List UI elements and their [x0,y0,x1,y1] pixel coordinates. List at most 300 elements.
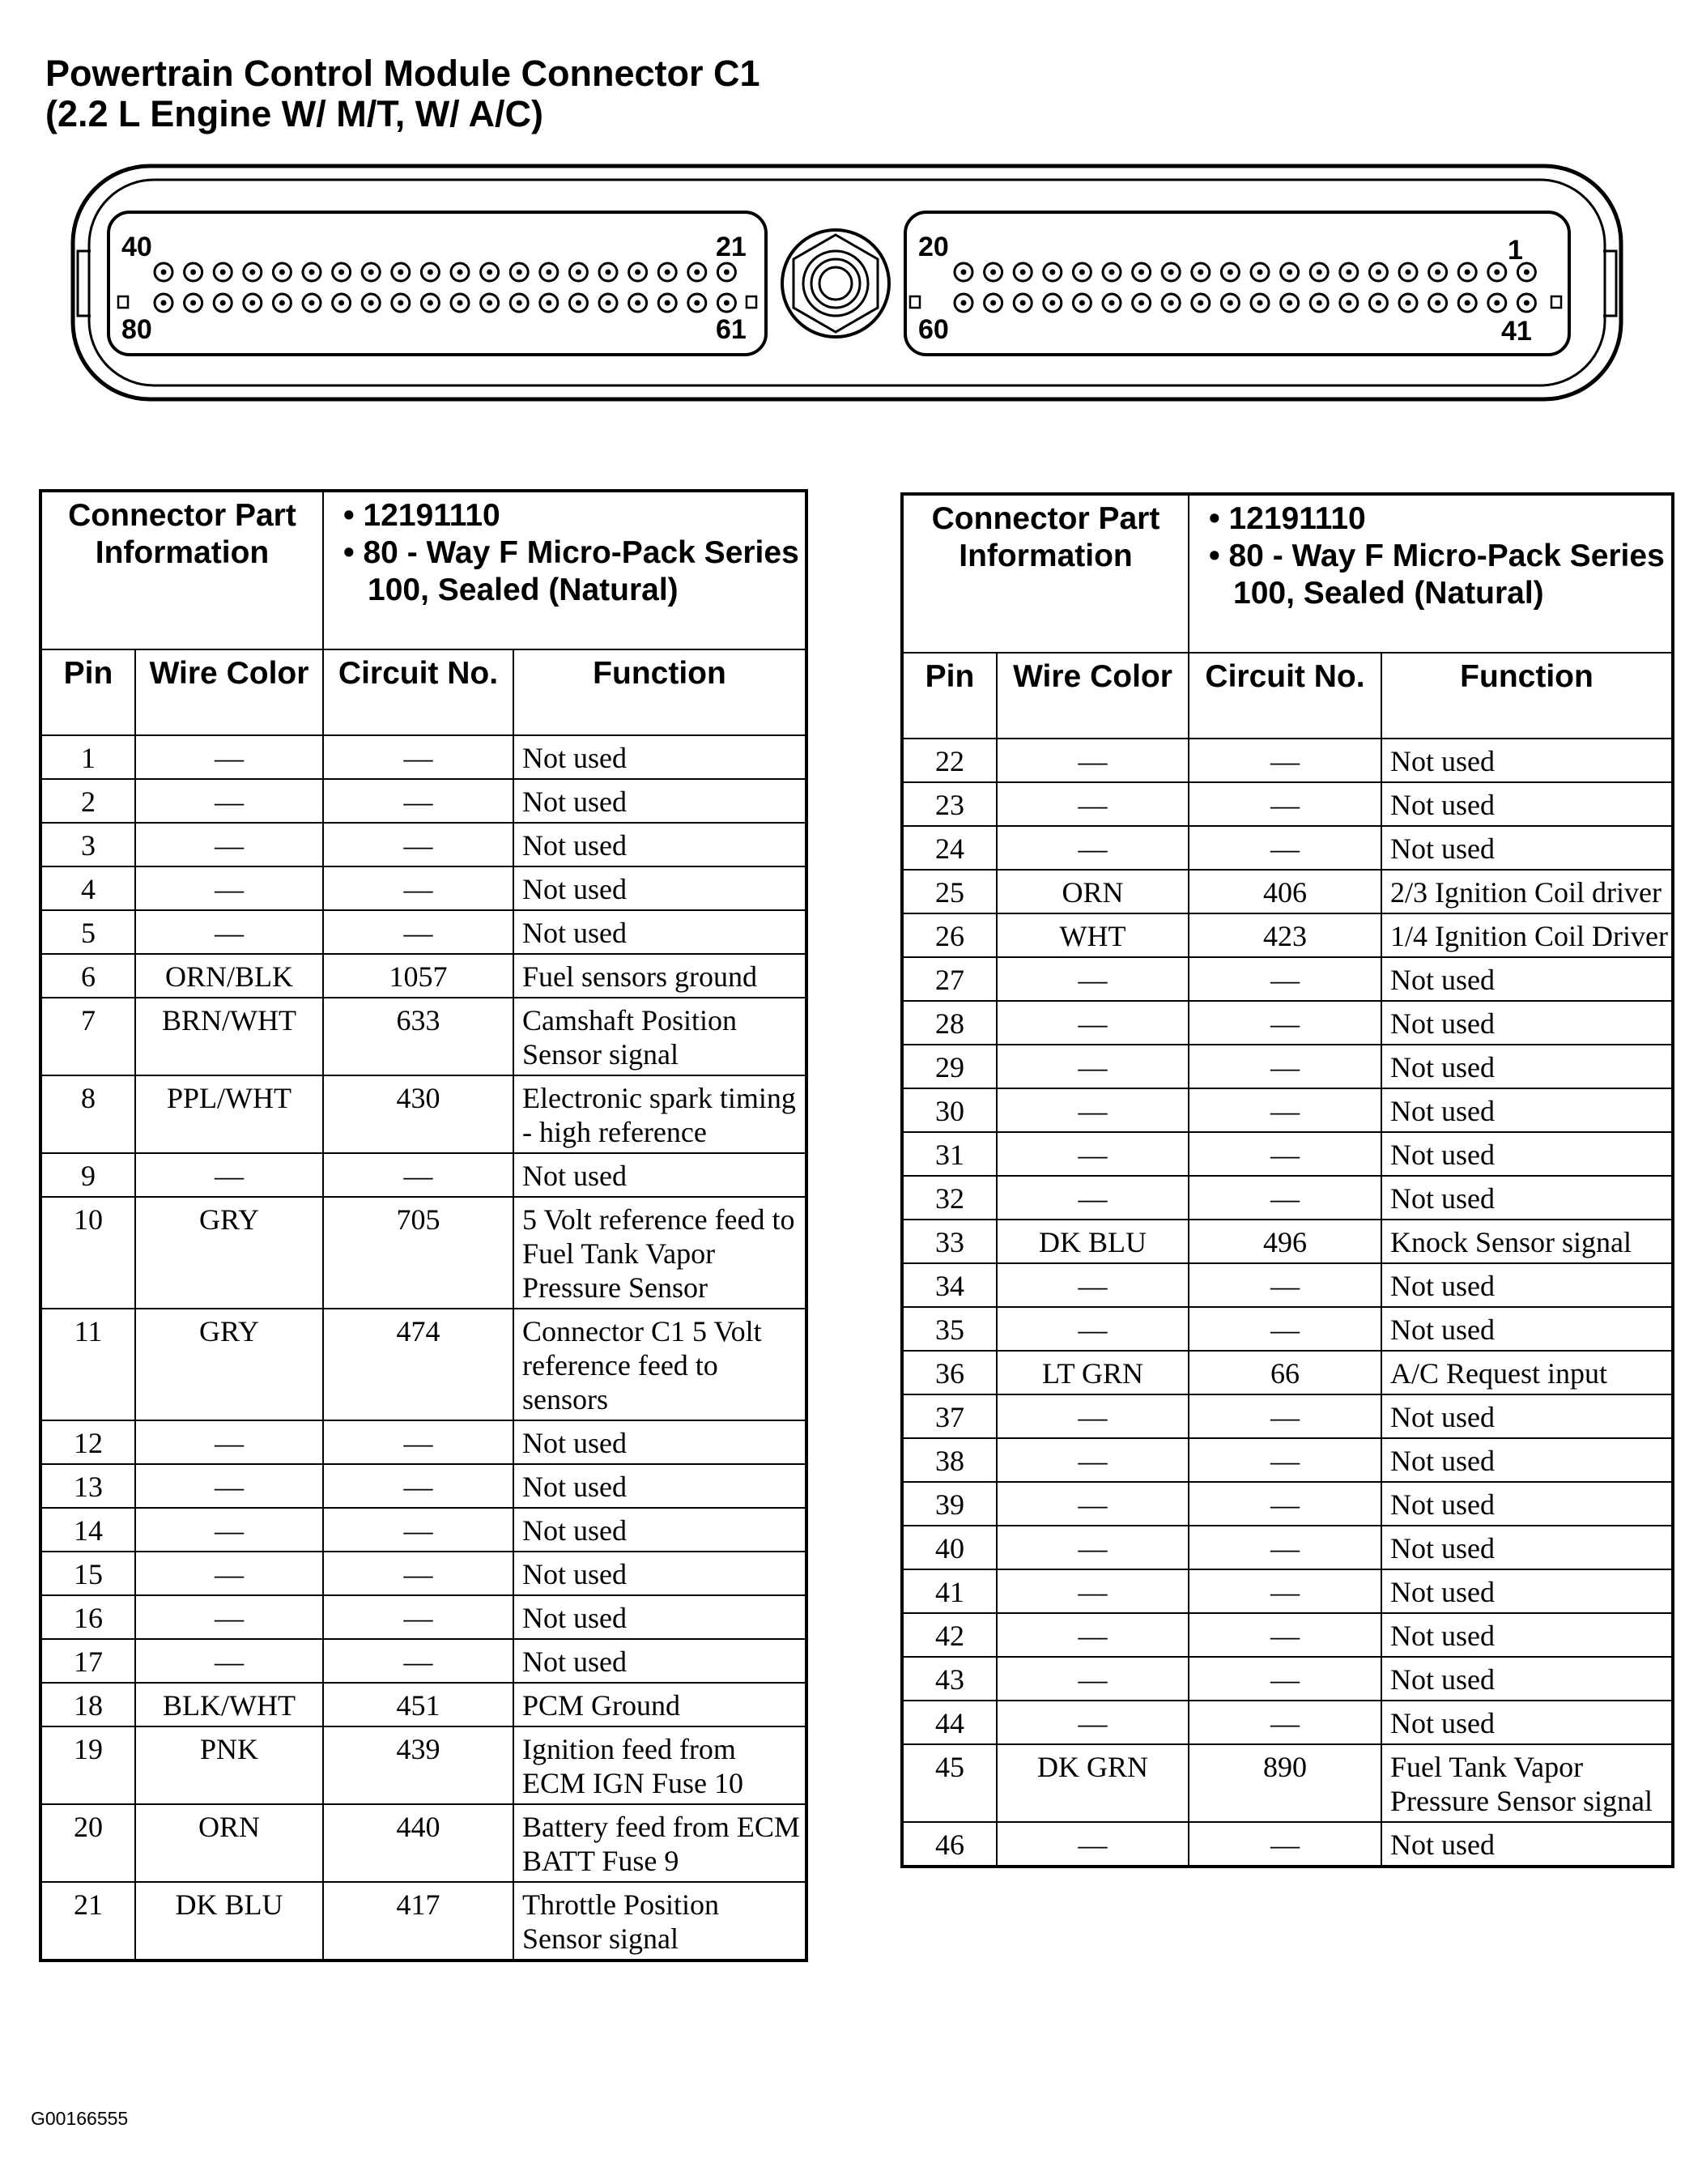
wire-color-cell: — [997,1482,1189,1526]
pin-contact [1257,300,1263,306]
right-block-key [910,296,920,308]
pin-cell: 8 [40,1075,135,1153]
pin-contact [1465,270,1470,275]
function-cell: Not used [513,866,806,910]
circuit-cell: 705 [323,1197,513,1309]
circuit-cell: — [1189,1088,1381,1132]
wire-color-cell: — [135,779,323,823]
pin-contact [1406,300,1411,306]
table-row [40,1726,806,1804]
pin-contact [724,270,730,275]
wire-color-cell: — [135,910,323,954]
wire-color-cell: — [997,1001,1189,1045]
table-row [40,1309,806,1420]
function-cell: Not used [1381,1613,1673,1657]
circuit-cell: 474 [323,1309,513,1420]
wire-color-cell: DK GRN [997,1744,1189,1822]
table-row [902,1482,1673,1526]
pin-contact [990,270,996,275]
pin-contact [428,300,433,306]
pin-cell: 45 [902,1744,997,1822]
pin-label-41: 41 [1501,316,1532,347]
left-block-key [747,296,756,308]
pin-contact [1406,270,1411,275]
table-row [902,1569,1673,1613]
wire-color-cell: PNK [135,1726,323,1804]
table-body [40,491,806,1960]
left-key [118,296,128,308]
circuit-cell: — [1189,1132,1381,1176]
pin-cell: 18 [40,1683,135,1726]
circuit-cell: — [1189,1701,1381,1744]
pin-contact [368,300,374,306]
pin-cell: 1 [40,735,135,779]
pin-contact [606,300,611,306]
title-line-2: (2.2 L Engine W/ M/T, W/ A/C) [45,93,543,134]
function-cell: PCM Ground [513,1683,806,1726]
pin-contact [724,300,730,306]
part-description: • 80 - Way F Micro-Pack Series 100, Sealed (Natural) [1209,539,1665,611]
pin-cell: 28 [902,1001,997,1045]
function-cell: Knock Sensor signal [1381,1220,1673,1263]
pin-cell: 23 [902,782,997,826]
wire-color-cell: — [997,1307,1189,1351]
circuit-cell: — [323,1639,513,1683]
pin-contact [1435,270,1440,275]
circuit-cell: — [1189,1822,1381,1867]
function-cell: 2/3 Ignition Coil driver [1381,870,1673,913]
wire-color-cell: — [997,782,1189,826]
function-cell: Not used [1381,957,1673,1001]
pin-cell: 26 [902,913,997,957]
pin-cell: 43 [902,1657,997,1701]
circuit-cell: — [323,1508,513,1552]
pin-cell: 37 [902,1394,997,1438]
wire-color-cell: — [997,1822,1189,1867]
function-cell: 5 Volt reference feed to Fuel Tank Vapor Pressure Sensor [513,1197,806,1309]
pin-cell: 2 [40,779,135,823]
function-cell: Not used [1381,1001,1673,1045]
wire-color-cell: — [997,1569,1189,1613]
circuit-cell: — [323,1153,513,1197]
wire-color-cell: — [997,1176,1189,1220]
pin-contact [1376,270,1381,275]
pin-cell: 42 [902,1613,997,1657]
pin-contact [665,270,670,275]
pin-contact [1079,270,1085,275]
function-cell: Not used [1381,1263,1673,1307]
pin-contact [279,270,285,275]
table-row [902,1176,1673,1220]
pin-table-right [900,492,1674,1868]
part-description: • 80 - Way F Micro-Pack Series 100, Sealed (Natural) [343,535,799,607]
pin-contact [1524,300,1530,306]
wire-color-cell: — [997,826,1189,870]
pin-contact [1228,300,1233,306]
function-cell: Not used [1381,782,1673,826]
function-cell: Fuel sensors ground [513,954,806,998]
table-body [902,494,1673,1867]
circuit-cell: 66 [1189,1351,1381,1394]
table-row [902,1351,1673,1394]
function-cell: Not used [513,823,806,866]
table-row [40,1595,806,1639]
header-circuit: Circuit No. [1189,653,1381,739]
table-row [902,1657,1673,1701]
pin-cell: 15 [40,1552,135,1595]
header-circuit: Circuit No. [323,649,513,735]
circuit-cell: 440 [323,1804,513,1882]
pin-contact [190,300,196,306]
circuit-cell: 633 [323,998,513,1075]
pin-cell: 3 [40,823,135,866]
pin-contact [457,270,463,275]
pin-contact [635,300,640,306]
pin-label-21: 21 [716,232,747,262]
wire-color-cell: — [997,1263,1189,1307]
pin-contact [546,300,551,306]
table-row [40,1075,806,1153]
circuit-cell: — [1189,1176,1381,1220]
table-row [40,735,806,779]
pin-contact [1168,270,1174,275]
pin-contact [961,270,967,275]
pin-contact [1317,270,1322,275]
pin-cell: 22 [902,739,997,782]
pin-contact [1049,300,1055,306]
header-function: Function [1381,653,1673,739]
table-row [902,1307,1673,1351]
pin-contact [398,270,403,275]
right-key [1551,296,1561,308]
wire-color-cell: PPL/WHT [135,1075,323,1153]
pin-contact [1198,300,1203,306]
table-row [40,779,806,823]
pin-contact [1287,270,1292,275]
circuit-cell: — [1189,1482,1381,1526]
function-cell: Not used [1381,1822,1673,1867]
function-cell: Throttle Position Sensor signal [513,1882,806,1960]
function-cell: Battery feed from ECM BATT Fuse 9 [513,1804,806,1882]
table-row [40,1508,806,1552]
pin-cell: 16 [40,1595,135,1639]
pin-contact [1376,300,1381,306]
pin-label-1: 1 [1508,235,1523,266]
pin-contact [1228,270,1233,275]
function-cell: Connector C1 5 Volt reference feed to sensors [513,1309,806,1420]
table-row [902,1744,1673,1822]
circuit-cell: 439 [323,1726,513,1804]
wire-color-cell: — [997,957,1189,1001]
pin-contact [161,270,167,275]
pin-cell: 40 [902,1526,997,1569]
pin-cell: 31 [902,1132,997,1176]
function-cell: Not used [1381,1438,1673,1482]
pin-contact [487,270,492,275]
pin-contact [487,300,492,306]
table-row [902,739,1673,782]
pin-contact [1198,270,1203,275]
pin-cell: 35 [902,1307,997,1351]
table-row [902,957,1673,1001]
circuit-cell: — [1189,1001,1381,1045]
function-cell: Not used [1381,1657,1673,1701]
pin-label-20: 20 [918,232,949,262]
function-cell: Not used [513,1552,806,1595]
wire-color-cell: — [135,1420,323,1464]
table-row [40,1420,806,1464]
pin-contact [190,270,196,275]
table-row [902,1613,1673,1657]
wire-color-cell: WHT [997,913,1189,957]
circuit-cell: — [1189,1569,1381,1613]
pin-label-61: 61 [716,314,747,345]
pin-cell: 6 [40,954,135,998]
wire-color-cell: — [135,1464,323,1508]
pin-cell: 11 [40,1309,135,1420]
circuit-cell: 496 [1189,1220,1381,1263]
function-cell: Not used [1381,1526,1673,1569]
pin-table-left [39,489,808,1962]
pin-cell: 27 [902,957,997,1001]
circuit-cell: — [1189,739,1381,782]
pin-contact [1138,300,1144,306]
pin-contact [576,300,581,306]
pin-contact [1346,270,1351,275]
table-row [902,913,1673,957]
part-info-label: Connector Part Information [40,491,323,649]
circuit-cell: 417 [323,1882,513,1960]
title-line-1: Powertrain Control Module Connector C1 [45,53,760,94]
table-row [902,826,1673,870]
wire-color-cell: GRY [135,1309,323,1420]
part-number: • 12191110 [343,498,500,533]
pin-contact [576,270,581,275]
table-row [902,1822,1673,1867]
pin-contact [517,300,522,306]
function-cell: Not used [1381,826,1673,870]
circuit-cell: 430 [323,1075,513,1153]
circuit-cell: — [323,823,513,866]
left-pin-block [109,212,766,355]
table-row [40,1197,806,1309]
wire-color-cell: — [135,735,323,779]
wire-color-cell: — [997,1394,1189,1438]
table-row [40,910,806,954]
pin-cell: 9 [40,1153,135,1197]
pin-label-60: 60 [918,314,949,345]
table-row [902,1701,1673,1744]
pin-contact [1168,300,1174,306]
circuit-cell: — [1189,1657,1381,1701]
function-cell: Not used [1381,1701,1673,1744]
pin-cell: 5 [40,910,135,954]
pin-cell: 33 [902,1220,997,1263]
column-header-row [902,653,1673,739]
pin-contact [1020,270,1026,275]
pin-cell: 39 [902,1482,997,1526]
wire-color-cell: — [135,1639,323,1683]
pin-contact [1494,300,1500,306]
pin-cell: 19 [40,1726,135,1804]
wire-color-cell: ORN [135,1804,323,1882]
pin-contact [694,270,700,275]
pin-contact [428,270,433,275]
function-cell: Not used [1381,1088,1673,1132]
pin-contact [1317,300,1322,306]
circuit-cell: — [1189,826,1381,870]
wire-color-cell: LT GRN [997,1351,1189,1394]
wire-color-cell: DK BLU [997,1220,1189,1263]
table-row [902,1132,1673,1176]
pin-contact [249,270,255,275]
pin-label-40: 40 [121,232,152,262]
table-row [902,870,1673,913]
pin-contact [309,300,315,306]
pin-contact [1435,300,1440,306]
pin-contact [161,300,167,306]
circuit-cell: — [323,1552,513,1595]
wire-color-cell: — [135,866,323,910]
wire-color-cell: — [135,1508,323,1552]
connector-housing-outer [73,166,1621,399]
pin-cell: 24 [902,826,997,870]
pin-contact [517,270,522,275]
circuit-cell: — [323,1595,513,1639]
pin-cell: 41 [902,1569,997,1613]
table-row [40,1639,806,1683]
pin-contact [665,300,670,306]
function-cell: Not used [513,735,806,779]
part-info-label: Connector Part Information [902,494,1189,653]
pin-cell: 44 [902,1701,997,1744]
function-cell: Not used [1381,1045,1673,1088]
table-row [40,1464,806,1508]
header-pin: Pin [40,649,135,735]
pin-contact [1465,300,1470,306]
wire-color-cell: ORN/BLK [135,954,323,998]
pin-cell: 21 [40,1882,135,1960]
header-wire-color: Wire Color [135,649,323,735]
table-row [40,1683,806,1726]
table-row [40,998,806,1075]
function-cell: Not used [513,1420,806,1464]
circuit-cell: — [323,1420,513,1464]
function-cell: Camshaft Position Sensor signal [513,998,806,1075]
function-cell: Not used [513,1464,806,1508]
wire-color-cell: BLK/WHT [135,1683,323,1726]
pin-cell: 32 [902,1176,997,1220]
pin-contact [309,270,315,275]
circuit-cell: 890 [1189,1744,1381,1822]
pin-cell: 12 [40,1420,135,1464]
circuit-cell: — [1189,957,1381,1001]
pin-contact [606,270,611,275]
part-info [323,491,806,649]
table-row [902,1438,1673,1482]
circuit-cell: — [323,910,513,954]
table-row [902,1088,1673,1132]
pin-contact [1494,270,1500,275]
pin-cell: 17 [40,1639,135,1683]
wire-color-cell: — [997,1438,1189,1482]
pin-cell: 38 [902,1438,997,1482]
pin-contact [368,270,374,275]
connector-diagram [0,0,1702,421]
function-cell: Not used [513,1508,806,1552]
function-cell: Not used [513,1153,806,1197]
circuit-cell: 1057 [323,954,513,998]
function-cell: Not used [513,910,806,954]
table-row [902,1526,1673,1569]
function-cell: Fuel Tank Vapor Pressure Sensor signal [1381,1744,1673,1822]
right-pin-block [905,212,1569,355]
pin-contact [220,270,226,275]
table-row [40,866,806,910]
circuit-cell: — [1189,1394,1381,1438]
part-info-row [40,491,806,649]
pin-cell: 46 [902,1822,997,1867]
function-cell: Not used [513,1595,806,1639]
wire-color-cell: — [997,1613,1189,1657]
wire-color-cell: — [997,1045,1189,1088]
circuit-cell: 406 [1189,870,1381,913]
circuit-cell: — [323,779,513,823]
pin-contact [1287,300,1292,306]
wire-color-cell: ORN [997,870,1189,913]
table-row [902,1263,1673,1307]
circuit-cell: — [1189,1307,1381,1351]
pin-contact [220,300,226,306]
function-cell: Not used [1381,1482,1673,1526]
function-cell: Not used [1381,1132,1673,1176]
wire-color-cell: — [997,1526,1189,1569]
function-cell: Not used [1381,1569,1673,1613]
pin-contact [338,270,344,275]
pin-contact [1109,300,1115,306]
pin-contact [1524,270,1530,275]
wire-color-cell: — [997,1701,1189,1744]
pin-contact [961,300,967,306]
pin-contact [1257,270,1263,275]
part-info-row [902,494,1673,653]
pin-cell: 10 [40,1197,135,1309]
table-row [902,1394,1673,1438]
circuit-cell: — [323,866,513,910]
table-row [40,1804,806,1882]
pin-label-80: 80 [121,314,152,345]
circuit-cell: 423 [1189,913,1381,957]
pin-cell: 7 [40,998,135,1075]
wire-color-cell: — [997,1088,1189,1132]
table-row [40,1882,806,1960]
circuit-cell: — [1189,1045,1381,1088]
wire-color-cell: BRN/WHT [135,998,323,1075]
column-header-row [40,649,806,735]
circuit-cell: 451 [323,1683,513,1726]
pin-contact [1049,270,1055,275]
table-row [40,954,806,998]
header-wire-color: Wire Color [997,653,1189,739]
pin-cell: 20 [40,1804,135,1882]
pin-contact [279,300,285,306]
function-cell: Not used [1381,1394,1673,1438]
pin-contact [1079,300,1085,306]
function-cell: Not used [513,1639,806,1683]
wire-color-cell: DK BLU [135,1882,323,1960]
function-cell: Electronic spark timing - high reference [513,1075,806,1153]
pin-cell: 4 [40,866,135,910]
